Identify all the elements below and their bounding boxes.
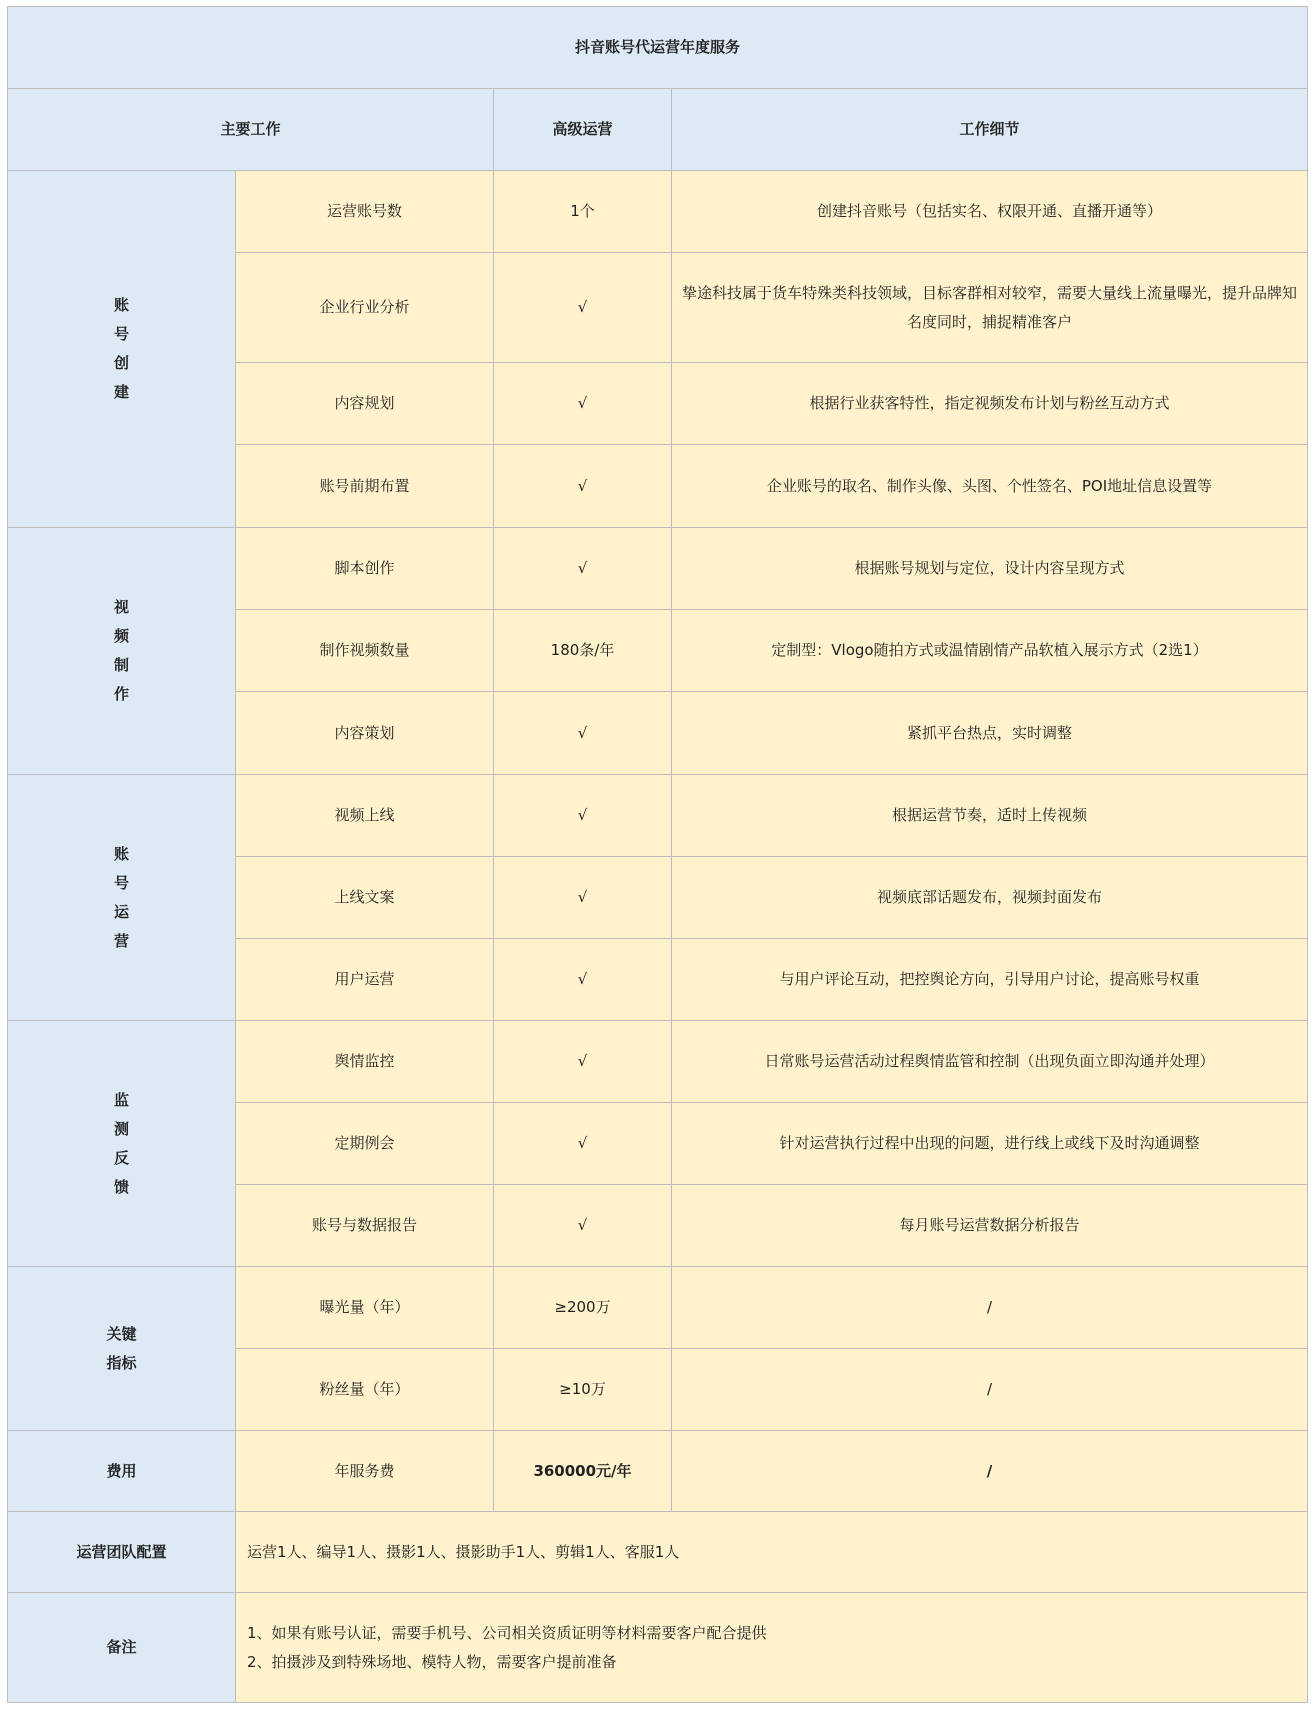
- row-detail: 日常账号运营活动过程舆情监管和控制（出现负面立即沟通并处理）: [672, 1021, 1308, 1103]
- header-details: 工作细节: [672, 89, 1308, 171]
- row-detail: 挚途科技属于货车特殊类科技领域，目标客群相对较窄，需要大量线上流量曝光，提升品牌知名度同时，捕捉精准客户: [672, 253, 1308, 363]
- row-value: √: [494, 857, 672, 939]
- team-label: 运营团队配置: [8, 1512, 236, 1593]
- row-detail: 视频底部话题发布，视频封面发布: [672, 857, 1308, 939]
- row-value: √: [494, 445, 672, 528]
- row-item: 粉丝量（年）: [236, 1349, 494, 1431]
- row-value: √: [494, 528, 672, 610]
- team-text: 运营1人、编导1人、摄影1人、摄影助手1人、剪辑1人、客服1人: [236, 1512, 1308, 1593]
- row-value: 180条/年: [494, 610, 672, 692]
- row-item: 曝光量（年）: [236, 1267, 494, 1349]
- note-line: 2、拍摄涉及到特殊场地、模特人物，需要客户提前准备: [247, 1652, 617, 1671]
- row-detail: 根据行业获客特性，指定视频发布计划与粉丝互动方式: [672, 363, 1308, 445]
- notes-cell: [236, 1593, 1308, 1703]
- row-item: 账号与数据报告: [236, 1185, 494, 1267]
- row-detail: 与用户评论互动，把控舆论方向，引导用户讨论，提高账号权重: [672, 939, 1308, 1021]
- group-label-video-production: 视频制作: [8, 528, 236, 775]
- row-item: 视频上线: [236, 775, 494, 857]
- row-value: 1个: [494, 171, 672, 253]
- row-value: √: [494, 1185, 672, 1267]
- row-detail: 针对运营执行过程中出现的问题，进行线上或线下及时沟通调整: [672, 1103, 1308, 1185]
- table-title: 抖音账号代运营年度服务: [8, 7, 1308, 89]
- row-value: √: [494, 939, 672, 1021]
- row-item: 定期例会: [236, 1103, 494, 1185]
- row-item: 制作视频数量: [236, 610, 494, 692]
- row-detail: 定制型：Vlogo随拍方式或温情剧情产品软植入展示方式（2选1）: [672, 610, 1308, 692]
- row-item: 运营账号数: [236, 171, 494, 253]
- notes-label: 备注: [8, 1593, 236, 1703]
- note-line: 1、如果有账号认证，需要手机号、公司相关资质证明等材料需要客户配合提供: [247, 1623, 767, 1642]
- row-value: √: [494, 253, 672, 363]
- row-value: √: [494, 1103, 672, 1185]
- row-item: 内容策划: [236, 692, 494, 775]
- row-detail: /: [672, 1431, 1308, 1512]
- row-detail: /: [672, 1267, 1308, 1349]
- row-item: 用户运营: [236, 939, 494, 1021]
- row-value: ≥10万: [494, 1349, 672, 1431]
- fee-value: 360000元/年: [494, 1431, 672, 1512]
- header-main-work: 主要工作: [8, 89, 494, 171]
- row-detail: 每月账号运营数据分析报告: [672, 1185, 1308, 1267]
- group-label-account-operation: 账号运营: [8, 775, 236, 1021]
- row-item: 脚本创作: [236, 528, 494, 610]
- row-item: 账号前期布置: [236, 445, 494, 528]
- row-detail: 企业账号的取名、制作头像、头图、个性签名、POI地址信息设置等: [672, 445, 1308, 528]
- row-value: √: [494, 1021, 672, 1103]
- group-label-monitoring-feedback: 监测反馈: [8, 1021, 236, 1267]
- row-detail: 创建抖音账号（包括实名、权限开通、直播开通等）: [672, 171, 1308, 253]
- row-item: 舆情监控: [236, 1021, 494, 1103]
- group-label-account-creation: 账号创建: [8, 171, 236, 528]
- row-item: 年服务费: [236, 1431, 494, 1512]
- row-detail: 紧抓平台热点，实时调整: [672, 692, 1308, 775]
- group-label-key-metrics: 关键指标: [8, 1267, 236, 1431]
- row-value: ≥200万: [494, 1267, 672, 1349]
- row-value: √: [494, 363, 672, 445]
- service-table: [7, 6, 1308, 1703]
- header-premium: 高级运营: [494, 89, 672, 171]
- row-item: 企业行业分析: [236, 253, 494, 363]
- row-item: 内容规划: [236, 363, 494, 445]
- row-value: √: [494, 692, 672, 775]
- row-detail: /: [672, 1349, 1308, 1431]
- group-label-fee: 费用: [8, 1431, 236, 1512]
- row-item: 上线文案: [236, 857, 494, 939]
- row-detail: 根据运营节奏，适时上传视频: [672, 775, 1308, 857]
- row-value: √: [494, 775, 672, 857]
- row-detail: 根据账号规划与定位，设计内容呈现方式: [672, 528, 1308, 610]
